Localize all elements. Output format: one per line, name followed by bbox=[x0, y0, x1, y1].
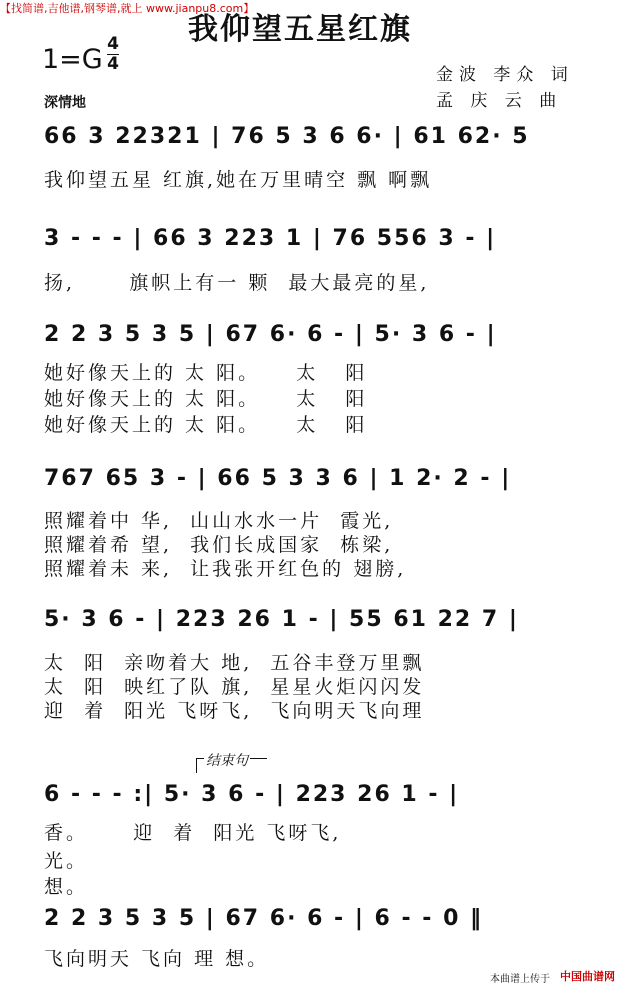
lyric-row-6-verse-2: 光。 bbox=[44, 850, 89, 872]
site-logo[interactable]: 中国曲谱网 bbox=[560, 970, 615, 983]
time-signature-top: 4 bbox=[107, 34, 119, 54]
notation-row-2: 3 - - - | 66 3 223 1 | 76 556 3 - | bbox=[44, 226, 497, 251]
notation-row-5: 5· 3 6 - | 223 26 1 - | 55 61 22 7 | bbox=[44, 607, 519, 632]
key-signature: 1=G bbox=[42, 44, 103, 75]
lyricist-credit: 金波 李众 词 bbox=[436, 65, 574, 85]
lyric-row-5-verse-2: 太 阳 映红了队 旗, 星星火炬闪闪发 bbox=[44, 676, 425, 698]
ending-label: 结束句 bbox=[204, 750, 250, 770]
upload-note: 本曲谱上传于 bbox=[490, 974, 550, 985]
lyric-row-4-verse-3: 照耀着未 来, 让我张开红色的 翅膀, bbox=[44, 558, 407, 580]
lyric-row-6-verse-1: 香。 迎 着 阳光 飞呀飞, bbox=[44, 822, 342, 844]
notation-row-7: 2 2 3 5 3 5 | 67 6· 6 - | 6 - - 0 ‖ bbox=[44, 906, 484, 931]
lyric-row-4-verse-2: 照耀着希 望, 我们长成国家 栋梁, bbox=[44, 534, 394, 556]
composer-credit: 孟 庆 云 曲 bbox=[436, 91, 563, 111]
lyric-row-5-verse-1: 太 阳 亲吻着大 地, 五谷丰登万里飘 bbox=[44, 652, 425, 674]
notation-row-4: 767 65 3 - | 66 5 3 3 6 | 1 2· 2 - | bbox=[44, 466, 512, 491]
time-signature bbox=[106, 36, 120, 73]
lyric-row-7-verse-1: 飞向明天 飞向 理 想。 bbox=[44, 948, 270, 970]
site-banner[interactable]: 【找简谱,吉他谱,钢琴谱,就上 www.jianpu8.com】 bbox=[0, 2, 255, 15]
lyric-row-6-verse-3: 想。 bbox=[44, 876, 89, 898]
notation-row-1: 66 3 22321 | 76 5 3 6 6· | 61 62· 5 bbox=[44, 124, 530, 149]
lyric-row-3-verse-2: 她好像天上的 太 阳。 太 阳 bbox=[44, 388, 368, 410]
lyric-row-2-verse-1: 扬, 旗帜上有一 颗 最大最亮的星, bbox=[44, 272, 430, 294]
lyric-row-4-verse-1: 照耀着中 华, 山山水水一片 霞光, bbox=[44, 510, 394, 532]
time-signature-bottom: 4 bbox=[107, 54, 119, 74]
song-title: 我仰望五星红旗 bbox=[188, 12, 412, 47]
lyric-row-5-verse-3: 迎 着 阳光 飞呀飞, 飞向明天飞向理 bbox=[44, 700, 425, 722]
notation-row-3: 2 2 3 5 3 5 | 67 6· 6 - | 5· 3 6 - | bbox=[44, 322, 497, 347]
notation-row-6: 6 - - - :| 5· 3 6 - | 223 26 1 - | bbox=[44, 782, 460, 807]
lyric-row-3-verse-1: 她好像天上的 太 阳。 太 阳 bbox=[44, 362, 368, 384]
lyric-row-1-verse-1: 我仰望五星 红旗,她在万里晴空 飘 啊飘 bbox=[44, 169, 433, 191]
lyric-row-3-verse-3: 她好像天上的 太 阳。 太 阳 bbox=[44, 414, 368, 436]
expression-marking: 深情地 bbox=[44, 95, 86, 111]
